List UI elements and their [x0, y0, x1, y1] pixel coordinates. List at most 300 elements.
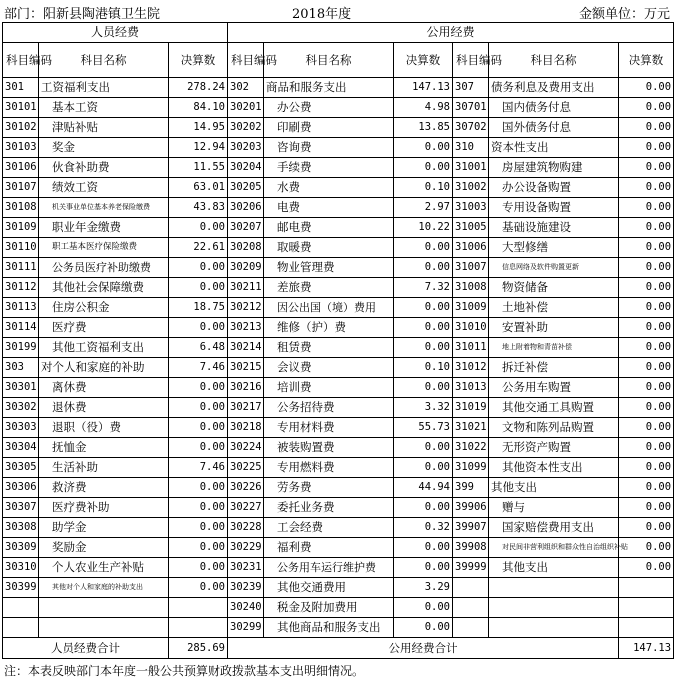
cell-name: 债务利息及费用支出: [489, 78, 619, 98]
cell-amount: 0.00: [169, 218, 228, 238]
cell-name: 税金及附加费用: [264, 598, 394, 618]
cell-code: 31005: [453, 218, 489, 238]
cell-name: 国家赔偿费用支出: [489, 518, 619, 538]
report-header: [0, 0, 676, 22]
cell-name: 津贴补贴: [39, 118, 169, 138]
cell-amount: 7.46: [169, 458, 228, 478]
cell-amount: 0.00: [619, 358, 674, 378]
cell-code: 30107: [3, 178, 39, 198]
cell-code: 31007: [453, 258, 489, 278]
cell-code: 31021: [453, 418, 489, 438]
cell-code: 30212: [228, 298, 264, 318]
cell-name: 地上附着物和青苗补偿: [489, 338, 619, 358]
cell-name: 生活补助: [39, 458, 169, 478]
cell-name: 其他工资福利支出: [39, 338, 169, 358]
column-header-code: 科目编码: [228, 43, 264, 78]
table-row: [3, 598, 674, 618]
table-row: [3, 98, 674, 118]
cell-amount: 0.00: [394, 338, 453, 358]
cell-amount: 0.10: [394, 178, 453, 198]
cell-name: 办公设备购置: [489, 178, 619, 198]
cell-code: 302: [228, 78, 264, 98]
table-body: [3, 78, 674, 638]
cell-name: 职业年金缴费: [39, 218, 169, 238]
cell-name: 工会经费: [264, 518, 394, 538]
cell-amount: 0.00: [619, 398, 674, 418]
public-total-label: 公用经费合计: [228, 638, 619, 659]
cell-code: 30113: [3, 298, 39, 318]
cell-code: 30217: [228, 398, 264, 418]
cell-amount: 3.29: [394, 578, 453, 598]
cell-amount: 0.00: [394, 238, 453, 258]
cell-code: 30299: [228, 618, 264, 638]
cell-code: 39906: [453, 498, 489, 518]
cell-code: 30114: [3, 318, 39, 338]
cell-code: 30304: [3, 438, 39, 458]
table-row: [3, 158, 674, 178]
cell-name: 无形资产购置: [489, 438, 619, 458]
column-header-code: 科目编码: [3, 43, 39, 78]
table-row: [3, 618, 674, 638]
cell-amount: 0.00: [619, 198, 674, 218]
column-header-amount: 决算数: [169, 43, 228, 78]
cell-code: 30306: [3, 478, 39, 498]
cell-amount: 0.00: [619, 418, 674, 438]
cell-amount: 0.00: [619, 78, 674, 98]
cell-name: 物资储备: [489, 278, 619, 298]
cell-name: 其他对个人和家庭的补助支出: [39, 578, 169, 598]
cell-name: 差旅费: [264, 278, 394, 298]
cell-code: 39999: [453, 558, 489, 578]
cell-name: 其他交通费用: [264, 578, 394, 598]
cell-name: 取暖费: [264, 238, 394, 258]
table-row: [3, 378, 674, 398]
cell-code: 30310: [3, 558, 39, 578]
cell-amount: 10.22: [394, 218, 453, 238]
cell-name: 助学金: [39, 518, 169, 538]
table-row: [3, 478, 674, 498]
column-header-name: 科目名称: [489, 43, 619, 78]
table-row: [3, 278, 674, 298]
cell-code: 30307: [3, 498, 39, 518]
cell-name: 培训费: [264, 378, 394, 398]
cell-code: 30309: [3, 538, 39, 558]
table-row: [3, 498, 674, 518]
table-row: [3, 258, 674, 278]
cell-amount: 12.94: [169, 138, 228, 158]
cell-amount: 0.00: [619, 118, 674, 138]
cell-name: 住房公积金: [39, 298, 169, 318]
cell-amount: 0.00: [169, 378, 228, 398]
cell-name: 专用设备购置: [489, 198, 619, 218]
cell-name: 其他支出: [489, 478, 619, 498]
cell-amount: 0.00: [169, 398, 228, 418]
cell-amount: 0.00: [394, 258, 453, 278]
cell-code: 30103: [3, 138, 39, 158]
table-row: [3, 198, 674, 218]
cell-amount: 0.00: [619, 98, 674, 118]
cell-name: 医疗费: [39, 318, 169, 338]
cell-amount: 3.32: [394, 398, 453, 418]
cell-name: 机关事业单位基本养老保险缴费: [39, 198, 169, 218]
cell-amount: 0.00: [619, 138, 674, 158]
cell-amount: 0.00: [169, 258, 228, 278]
table-row: [3, 138, 674, 158]
cell-amount: 0.00: [169, 318, 228, 338]
cell-amount: 0.00: [619, 338, 674, 358]
public-section-header: 公用经费: [228, 23, 674, 43]
cell-code: 30111: [3, 258, 39, 278]
cell-name: 办公费: [264, 98, 394, 118]
cell-amount: 0.00: [619, 298, 674, 318]
cell-name: 土地补偿: [489, 298, 619, 318]
cell-amount: 0.00: [619, 158, 674, 178]
cell-name: 因公出国（境）费用: [264, 298, 394, 318]
cell-code: 30218: [228, 418, 264, 438]
cell-code: 30202: [228, 118, 264, 138]
table-row: [3, 178, 674, 198]
cell-name: 商品和服务支出: [264, 78, 394, 98]
cell-code: 310: [453, 138, 489, 158]
cell-code: 30214: [228, 338, 264, 358]
cell-amount: 84.10: [169, 98, 228, 118]
cell-amount: 278.24: [169, 78, 228, 98]
cell-amount: 0.00: [169, 438, 228, 458]
cell-code: 301: [3, 78, 39, 98]
cell-name: 安置补助: [489, 318, 619, 338]
cell-amount: [619, 578, 674, 598]
cell-name: 专用燃料费: [264, 458, 394, 478]
cell-name: 其他资本性支出: [489, 458, 619, 478]
cell-name: 水费: [264, 178, 394, 198]
cell-code: 30209: [228, 258, 264, 278]
cell-code: 30203: [228, 138, 264, 158]
cell-name: 国外债务付息: [489, 118, 619, 138]
cell-code: 30399: [3, 578, 39, 598]
cell-amount: 7.46: [169, 358, 228, 378]
cell-name: 委托业务费: [264, 498, 394, 518]
table-row: [3, 458, 674, 478]
cell-code: 30702: [453, 118, 489, 138]
table-row: [3, 78, 674, 98]
cell-code: 30303: [3, 418, 39, 438]
cell-amount: 0.10: [394, 358, 453, 378]
table-row: [3, 358, 674, 378]
cell-amount: 0.00: [394, 158, 453, 178]
table-row: [3, 438, 674, 458]
cell-name: 大型修缮: [489, 238, 619, 258]
cell-amount: 55.73: [394, 418, 453, 438]
cell-code: 30240: [228, 598, 264, 618]
cell-name: [489, 618, 619, 638]
department-label: 部门：阳新县陶港镇卫生院: [4, 7, 161, 22]
cell-code: 30239: [228, 578, 264, 598]
column-header-amount: 决算数: [394, 43, 453, 78]
cell-code: 30102: [3, 118, 39, 138]
cell-name: 基础设施建设: [489, 218, 619, 238]
cell-name: 奖金: [39, 138, 169, 158]
cell-name: 会议费: [264, 358, 394, 378]
table-row: [3, 298, 674, 318]
personnel-total-label: 人员经费合计: [3, 638, 169, 659]
cell-code: 30231: [228, 558, 264, 578]
cell-name: 公务员医疗补助缴费: [39, 258, 169, 278]
cell-code: 30112: [3, 278, 39, 298]
cell-code: 30216: [228, 378, 264, 398]
cell-name: 电费: [264, 198, 394, 218]
cell-code: 31012: [453, 358, 489, 378]
cell-name: 公务用车运行维护费: [264, 558, 394, 578]
cell-code: 30109: [3, 218, 39, 238]
cell-amount: 0.00: [619, 458, 674, 478]
cell-code: 39908: [453, 538, 489, 558]
cell-amount: 0.00: [619, 218, 674, 238]
cell-code: 30701: [453, 98, 489, 118]
cell-name: 医疗费补助: [39, 498, 169, 518]
cell-code: 30101: [3, 98, 39, 118]
cell-code: 303: [3, 358, 39, 378]
personnel-section-header: 人员经费: [3, 23, 228, 43]
cell-amount: 2.97: [394, 198, 453, 218]
year-label: 2018年度: [292, 7, 352, 22]
cell-name: 伙食补助费: [39, 158, 169, 178]
cell-amount: 0.00: [169, 558, 228, 578]
cell-amount: 0.00: [619, 238, 674, 258]
cell-name: 退职（役）费: [39, 418, 169, 438]
cell-amount: 0.00: [394, 438, 453, 458]
cell-name: 职工基本医疗保险缴费: [39, 238, 169, 258]
cell-code: 30205: [228, 178, 264, 198]
cell-code: 31008: [453, 278, 489, 298]
cell-amount: 0.00: [619, 178, 674, 198]
cell-amount: 0.32: [394, 518, 453, 538]
cell-name: 维修（护）费: [264, 318, 394, 338]
personnel-total-value: 285.69: [169, 638, 228, 659]
cell-code: 31003: [453, 198, 489, 218]
cell-name: 房屋建筑物购建: [489, 158, 619, 178]
cell-name: 被装购置费: [264, 438, 394, 458]
table-row: [3, 518, 674, 538]
cell-name: 印刷费: [264, 118, 394, 138]
cell-code: 30224: [228, 438, 264, 458]
cell-amount: 13.85: [394, 118, 453, 138]
cell-amount: 0.00: [619, 538, 674, 558]
cell-amount: [619, 598, 674, 618]
cell-code: 30211: [228, 278, 264, 298]
cell-amount: 0.00: [169, 538, 228, 558]
cell-amount: 0.00: [394, 538, 453, 558]
cell-code: 30226: [228, 478, 264, 498]
cell-code: 30213: [228, 318, 264, 338]
cell-amount: 0.00: [169, 418, 228, 438]
cell-name: 退休费: [39, 398, 169, 418]
cell-amount: 0.00: [619, 438, 674, 458]
cell-amount: 44.94: [394, 478, 453, 498]
cell-amount: 0.00: [394, 558, 453, 578]
cell-code: 31010: [453, 318, 489, 338]
cell-code: 30208: [228, 238, 264, 258]
footnote: 注：本表反映部门本年度一般公共预算财政拨款基本支出明细情况。: [4, 664, 365, 678]
cell-code: 30201: [228, 98, 264, 118]
cell-name: 抚恤金: [39, 438, 169, 458]
cell-code: 30302: [3, 398, 39, 418]
cell-amount: 0.00: [619, 258, 674, 278]
cell-code: 399: [453, 478, 489, 498]
cell-amount: 43.83: [169, 198, 228, 218]
cell-name: 咨询费: [264, 138, 394, 158]
cell-name: 工资福利支出: [39, 78, 169, 98]
cell-code: 30207: [228, 218, 264, 238]
cell-amount: 6.48: [169, 338, 228, 358]
cell-code: 31001: [453, 158, 489, 178]
cell-name: 对民间非营利组织和群众性自治组织补贴: [489, 538, 619, 558]
cell-name: 奖励金: [39, 538, 169, 558]
cell-amount: 7.32: [394, 278, 453, 298]
cell-code: 31022: [453, 438, 489, 458]
cell-amount: 0.00: [394, 138, 453, 158]
cell-name: 公务用车购置: [489, 378, 619, 398]
cell-name: 其他商品和服务支出: [264, 618, 394, 638]
table-row: [3, 218, 674, 238]
cell-code: 30308: [3, 518, 39, 538]
cell-amount: 63.01: [169, 178, 228, 198]
cell-code: 30305: [3, 458, 39, 478]
cell-code: 31011: [453, 338, 489, 358]
cell-code: 30215: [228, 358, 264, 378]
cell-code: 30225: [228, 458, 264, 478]
public-total-value: 147.13: [619, 638, 674, 659]
cell-name: 公务招待费: [264, 398, 394, 418]
cell-code: 307: [453, 78, 489, 98]
cell-code: 30206: [228, 198, 264, 218]
cell-amount: 0.00: [394, 618, 453, 638]
cell-amount: 0.00: [169, 278, 228, 298]
cell-name: [489, 598, 619, 618]
cell-amount: 0.00: [619, 498, 674, 518]
cell-amount: 0.00: [394, 298, 453, 318]
cell-name: 其他社会保障缴费: [39, 278, 169, 298]
cell-name: 其他支出: [489, 558, 619, 578]
cell-code: 30228: [228, 518, 264, 538]
cell-code: [453, 618, 489, 638]
cell-amount: 0.00: [394, 498, 453, 518]
cell-amount: [169, 598, 228, 618]
cell-code: [453, 578, 489, 598]
cell-name: 救济费: [39, 478, 169, 498]
cell-amount: 18.75: [169, 298, 228, 318]
cell-amount: [619, 618, 674, 638]
cell-amount: 0.00: [619, 278, 674, 298]
cell-name: 劳务费: [264, 478, 394, 498]
cell-name: 拆迁补偿: [489, 358, 619, 378]
table-row: [3, 558, 674, 578]
cell-name: [39, 618, 169, 638]
cell-name: 国内债务付息: [489, 98, 619, 118]
cell-name: 基本工资: [39, 98, 169, 118]
cell-name: 对个人和家庭的补助: [39, 358, 169, 378]
cell-amount: 0.00: [169, 578, 228, 598]
table-row: [3, 338, 674, 358]
cell-code: [3, 618, 39, 638]
table-row: [3, 578, 674, 598]
cell-code: 30106: [3, 158, 39, 178]
column-header-name: 科目名称: [264, 43, 394, 78]
cell-name: 资本性支出: [489, 138, 619, 158]
cell-amount: [169, 618, 228, 638]
cell-amount: 0.00: [619, 518, 674, 538]
cell-amount: 11.55: [169, 158, 228, 178]
cell-name: 专用材料费: [264, 418, 394, 438]
cell-amount: 0.00: [169, 498, 228, 518]
cell-name: 个人农业生产补贴: [39, 558, 169, 578]
cell-name: 福利费: [264, 538, 394, 558]
cell-amount: 0.00: [394, 318, 453, 338]
cell-name: 租赁费: [264, 338, 394, 358]
cell-name: [39, 598, 169, 618]
table-row: [3, 398, 674, 418]
cell-name: [489, 578, 619, 598]
cell-name: 其他交通工具购置: [489, 398, 619, 418]
cell-name: 手续费: [264, 158, 394, 178]
cell-code: 30204: [228, 158, 264, 178]
cell-name: 信息网络及软件购置更新: [489, 258, 619, 278]
cell-code: 30108: [3, 198, 39, 218]
cell-name: 文物和陈列品购置: [489, 418, 619, 438]
cell-amount: 147.13: [394, 78, 453, 98]
cell-code: 39907: [453, 518, 489, 538]
cell-code: 30301: [3, 378, 39, 398]
cell-name: 邮电费: [264, 218, 394, 238]
table-row: [3, 238, 674, 258]
table-row: [3, 538, 674, 558]
cell-name: 物业管理费: [264, 258, 394, 278]
cell-amount: 0.00: [169, 478, 228, 498]
cell-amount: 0.00: [394, 378, 453, 398]
cell-code: 31019: [453, 398, 489, 418]
cell-amount: 14.95: [169, 118, 228, 138]
cell-code: 30199: [3, 338, 39, 358]
unit-label: 金额单位：万元: [578, 7, 670, 22]
cell-code: 31099: [453, 458, 489, 478]
cell-amount: 0.00: [619, 378, 674, 398]
cell-name: 绩效工资: [39, 178, 169, 198]
cell-amount: 0.00: [169, 518, 228, 538]
column-header-amount: 决算数: [619, 43, 674, 78]
column-header-name: 科目名称: [39, 43, 169, 78]
cell-code: 30227: [228, 498, 264, 518]
cell-amount: 0.00: [619, 478, 674, 498]
cell-name: 离休费: [39, 378, 169, 398]
cell-code: [3, 598, 39, 618]
cell-name: 赠与: [489, 498, 619, 518]
column-header-code: 科目编码: [453, 43, 489, 78]
table-row: [3, 418, 674, 438]
cell-amount: 0.00: [619, 558, 674, 578]
cell-code: 31002: [453, 178, 489, 198]
table-row: [3, 318, 674, 338]
cell-code: 31013: [453, 378, 489, 398]
cell-code: 30110: [3, 238, 39, 258]
cell-amount: 0.00: [619, 318, 674, 338]
cell-code: 30229: [228, 538, 264, 558]
cell-amount: 0.00: [394, 458, 453, 478]
cell-code: 31006: [453, 238, 489, 258]
expenditure-table: [2, 22, 674, 659]
table-row: [3, 118, 674, 138]
cell-amount: 22.61: [169, 238, 228, 258]
cell-amount: 4.98: [394, 98, 453, 118]
cell-code: 31009: [453, 298, 489, 318]
